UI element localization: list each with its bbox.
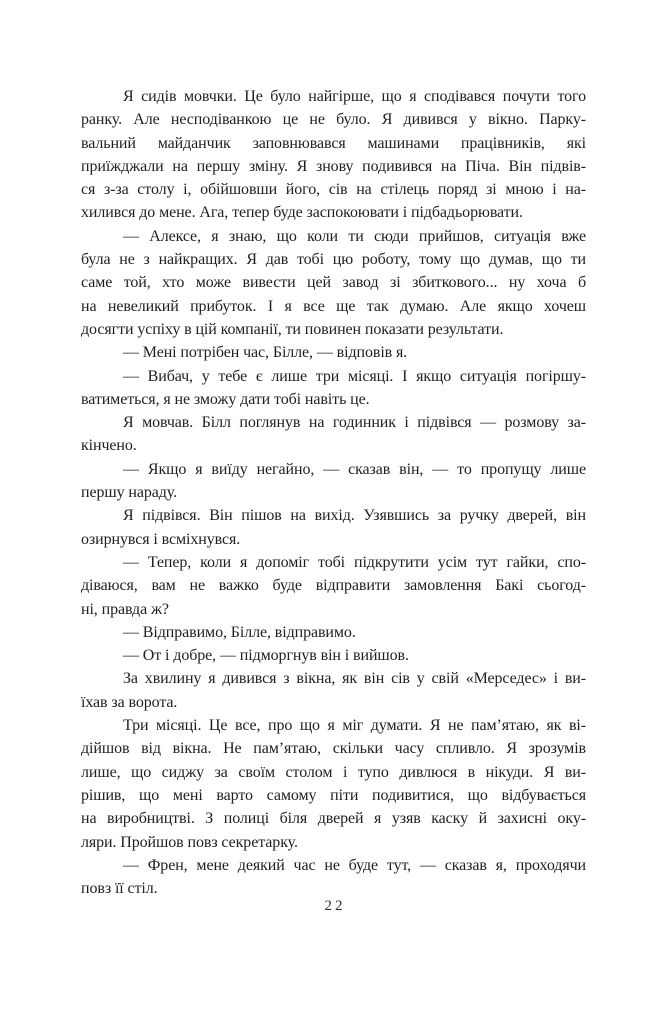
paragraph [81,225,586,341]
text-line: дійшов від вікна. Не пам’ятаю, скільки часу спливло. Я зрозумів [81,740,586,758]
text-line: кінчено. [81,437,137,455]
text-line: на виробництві. З полиці біля дверей я узяв каску й захисні оку- [81,810,586,828]
paragraph [81,411,586,458]
page-number: 22 [324,898,346,914]
text-line: ранку. Але несподіванкою це не було. Я дивився у вікно. Парку- [81,111,586,129]
text-line: ватиметься, я не зможу дати тобі навіть це. [81,390,370,408]
paragraph [81,714,586,854]
paragraph [81,85,586,225]
text-line: Я мовчав. Білл поглянув на годинник і підвівся — розмову за- [123,414,586,432]
text-line: озирнувся і всміхнувся. [81,530,241,548]
text-line: досягти успіху в цій компанії, ти повинен показати результати. [81,320,504,338]
page-text [81,85,586,900]
text-line: діваюся, вам не важко буде відправити замовлення Бакі сьогод- [81,577,586,595]
text-line: лише, що сиджу за своїм столом і тупо дивлюся в нікуди. Я ви- [81,763,586,781]
text-line: — Вибач, у тебе є лише три місяці. І якщо ситуація погіршу- [123,367,586,385]
text-line: на невеликий прибуток. І я все ще так думаю. Але якщо хочеш [81,297,586,315]
paragraph [81,458,586,505]
paragraph [81,644,586,667]
text-line: ляри. Пройшов повз секретарку. [81,833,298,851]
text-line: — От і добре, — підморгнув він і вийшов. [123,647,409,665]
text-line: Три місяці. Це все, про що я міг думати. Я не пам’ятаю, як ві- [123,717,586,735]
text-line: хилився до мене. Ага, тепер буде заспокоювати і підбадьорювати. [81,204,523,222]
text-line: першу нараду. [81,484,177,502]
text-line: — Тепер, коли я допоміг тобі підкрутити усім тут гайки, спо- [123,553,586,571]
text-line: — Відправимо, Білле, відправимо. [123,623,356,641]
text-line: — Френ, мене деякий час не буде тут, — сказав я, проходячи [123,856,586,874]
text-line: — Якщо я виїду негайно, — сказав він, — то пропущу лише [123,460,586,478]
text-line: — Алексе, я знаю, що коли ти сюди прийшов, ситуація вже [123,227,586,245]
paragraph [81,504,586,551]
paragraph [81,365,586,412]
text-line: ся з-за столу і, обійшовши його, сів на стілець поряд зі мною і на- [81,181,586,199]
text-line: була не з найкращих. Я дав тобі цю роботу, тому що думав, що ти [81,251,586,269]
text-line: — Мені потрібен час, Білле, — відповів я. [123,344,408,362]
text-line: їхав за ворота. [81,693,178,711]
paragraph [81,621,586,644]
paragraph [81,854,586,901]
text-line: саме той, хто може вивести цей завод зі збиткового... ну хоча б [81,274,586,292]
text-line: За хвилину я дивився з вікна, як він сів у свій «Мерседес» і ви- [123,670,586,688]
paragraph [81,551,586,621]
text-line: Я сидів мовчки. Це було найгірше, що я сподівався почути того [123,88,586,105]
paragraph [81,667,586,714]
text-line: повз її стіл. [81,880,158,898]
paragraph [81,341,586,364]
text-line: приїжджали на першу зміну. Я знову подивився на Піча. Він підвів- [81,157,586,175]
text-line: вальний майданчик заповнювався машинами працівників, які [81,134,586,152]
text-line: ні, правда ж? [81,600,169,618]
text-line: рішив, що мені варто самому піти подивитися, що відбувається [81,786,586,804]
text-line: Я підвівся. Він пішов на вихід. Узявшись за ручку дверей, він [123,507,586,525]
